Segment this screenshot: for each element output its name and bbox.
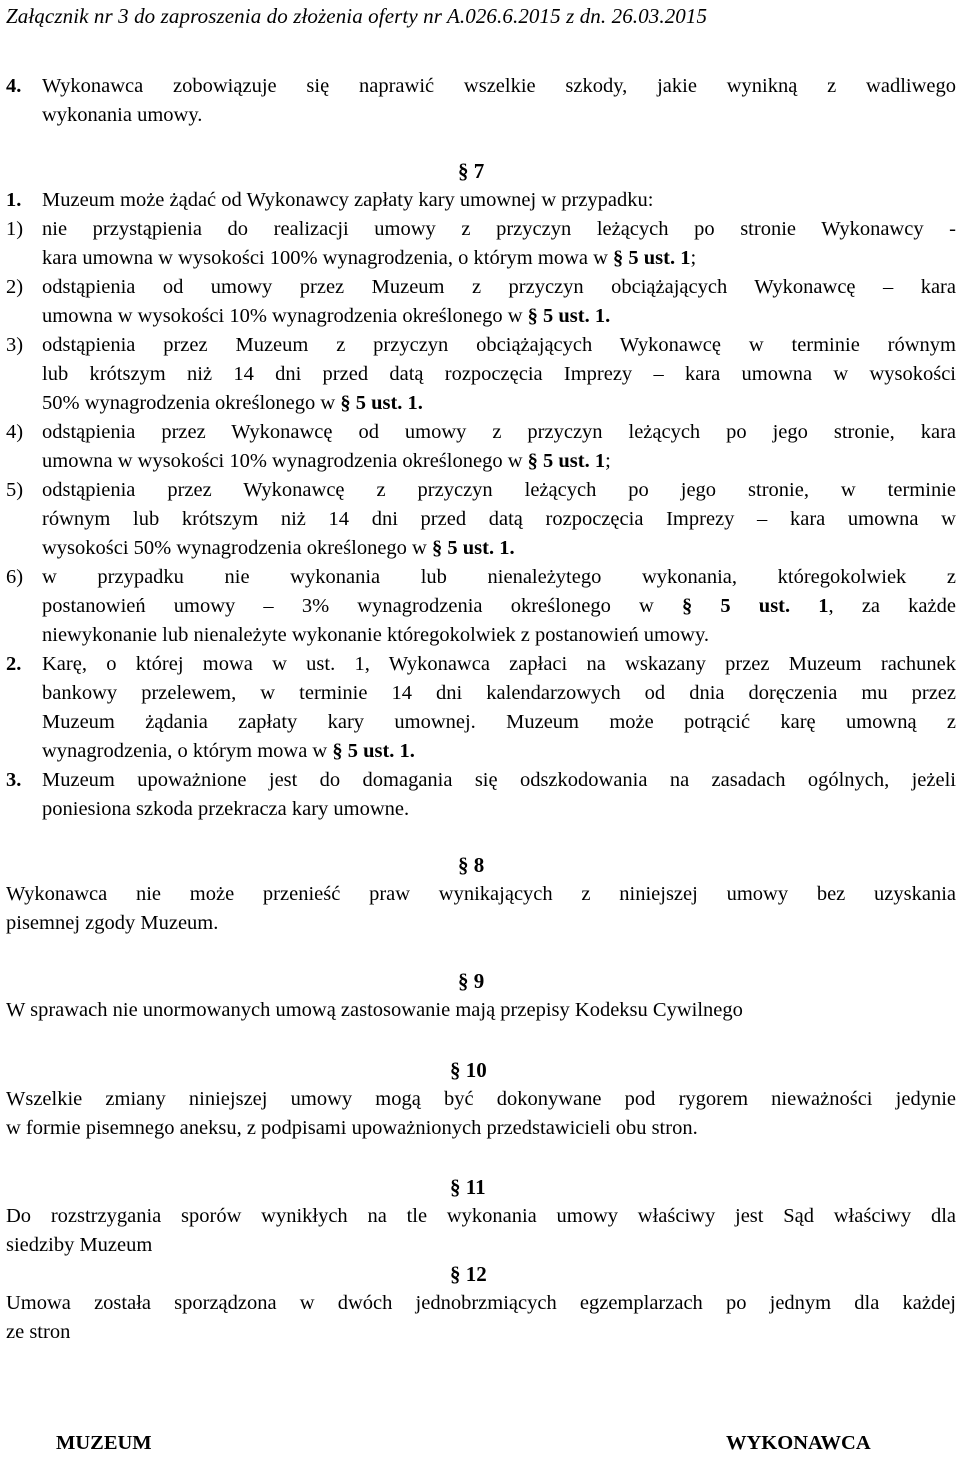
section-10-heading: § 10	[450, 1058, 487, 1082]
attachment-header: Załącznik nr 3 do zaproszenia do złożenia oferty nr A.026.6.2015 z dn. 26.03.2015	[6, 4, 708, 28]
s7-point-2-line-2: bankowy przelewem, w terminie 14 dni kalendarzowych od dnia doręczenia mu przez	[42, 682, 956, 704]
s7-sub-5-line-1: odstąpienia przez Wykonawcę z przyczyn leżących po jego stronie, w terminie	[42, 479, 956, 501]
s7-sub-3-line-1: odstąpienia przez Muzeum z przyczyn obciążających Wykonawcę w terminie równym	[42, 334, 956, 356]
s7-sub-5-number: 5)	[6, 479, 24, 501]
s7-sub-6-line-3: niewykonanie lub nienależyte wykonanie któregokolwiek z postanowień umowy.	[42, 624, 710, 646]
item-4-number: 4.	[6, 75, 22, 97]
section-12-heading: § 12	[450, 1262, 487, 1286]
item-4-line-2: wykonania umowy.	[42, 104, 203, 126]
s7-point-3-number: 3.	[6, 769, 22, 791]
s7-point-1-text: Muzeum może żądać od Wykonawcy zapłaty kary umownej w przypadku:	[42, 189, 654, 211]
signature-label-wykonawca: WYKONAWCA	[726, 1432, 871, 1454]
s8-line-1: Wykonawca nie może przenieść praw wynikających z niniejszej umowy bez uzyskania	[6, 883, 956, 905]
s7-sub-6-number: 6)	[6, 566, 24, 588]
s7-sub-5-line-2: równym lub krótszym niż 14 dni przed datą rozpoczęcia Imprezy – kara umowna w	[42, 508, 956, 530]
s7-point-3-line-1: Muzeum upoważnione jest do domagania się odszkodowania na zasadach ogólnych, jeżeli	[42, 769, 956, 791]
s7-sub-1-number: 1)	[6, 218, 24, 240]
s7-point-2-line-1: Karę, o której mowa w ust. 1, Wykonawca zapłaci na wskazany przez Muzeum rachunek	[42, 653, 956, 675]
section-8-heading: § 8	[458, 853, 485, 877]
s7-sub-1-line-1: nie przystąpienia do realizacji umowy z przyczyn leżących po stronie Wykonawcy -	[42, 218, 956, 240]
s7-point-1-number: 1.	[6, 189, 22, 211]
s12-line-1: Umowa została sporządzona w dwóch jednobrzmiących egzemplarzach po jednym dla każdej	[6, 1292, 956, 1314]
s10-line-1: Wszelkie zmiany niniejszej umowy mogą być dokonywane pod rygorem nieważności jedynie	[6, 1088, 956, 1110]
section-7-heading: § 7	[458, 159, 485, 183]
s7-sub-2-line-2: umowna w wysokości 10% wynagrodzenia określonego w § 5 ust. 1.	[42, 305, 611, 327]
s7-sub-1-line-2: kara umowna w wysokości 100% wynagrodzenia, o którym mowa w § 5 ust. 1;	[42, 247, 697, 269]
s7-sub-5-line-3: wysokości 50% wynagrodzenia określonego w § 5 ust. 1.	[42, 537, 515, 559]
s7-sub-4-number: 4)	[6, 421, 24, 443]
s7-sub-3-line-2: lub krótszym niż 14 dni przed datą rozpoczęcia Imprezy – kara umowna w wysokości	[42, 363, 956, 385]
s7-point-3-line-2: poniesiona szkoda przekracza kary umowne.	[42, 798, 410, 820]
s7-sub-4-line-1: odstąpienia przez Wykonawcę od umowy z przyczyn leżących po jego stronie, kara	[42, 421, 956, 443]
s7-sub-3-line-3: 50% wynagrodzenia określonego w § 5 ust. 1.	[42, 392, 423, 414]
s7-sub-2-line-1: odstąpienia od umowy przez Muzeum z przyczyn obciążających Wykonawcę – kara	[42, 276, 956, 298]
signature-label-muzeum: MUZEUM	[56, 1432, 152, 1454]
s7-point-2-number: 2.	[6, 653, 22, 675]
item-4-line-1: Wykonawca zobowiązuje się naprawić wszelkie szkody, jakie wynikną z wadliwego	[42, 75, 956, 97]
s9-line-1: W sprawach nie unormowanych umową zastosowanie mają przepisy Kodeksu Cywilnego	[6, 999, 743, 1021]
s8-line-2: pisemnej zgody Muzeum.	[6, 912, 219, 934]
s7-point-2-line-3: Muzeum żądania zapłaty kary umownej. Muzeum może potrącić karę umowną z	[42, 711, 956, 733]
s7-sub-2-number: 2)	[6, 276, 24, 298]
s7-sub-6-line-2: postanowień umowy – 3% wynagrodzenia określonego w § 5 ust. 1, za każde	[42, 595, 956, 617]
s7-point-2-line-4: wynagrodzenia, o którym mowa w § 5 ust. 1.	[42, 740, 415, 762]
s12-line-2: ze stron	[6, 1321, 71, 1343]
s11-line-1: Do rozstrzygania sporów wynikłych na tle wykonania umowy właściwy jest Sąd właściwy dla	[6, 1205, 956, 1227]
s11-line-2: siedziby Muzeum	[6, 1234, 153, 1256]
section-11-heading: § 11	[450, 1175, 486, 1199]
section-9-heading: § 9	[458, 969, 485, 993]
s7-sub-4-line-2: umowna w wysokości 10% wynagrodzenia określonego w § 5 ust. 1;	[42, 450, 611, 472]
s7-sub-3-number: 3)	[6, 334, 24, 356]
s10-line-2: w formie pisemnego aneksu, z podpisami upoważnionych przedstawicieli obu stron.	[6, 1117, 698, 1139]
s7-sub-6-line-1: w przypadku nie wykonania lub nienależytego wykonania, któregokolwiek z	[42, 566, 956, 588]
